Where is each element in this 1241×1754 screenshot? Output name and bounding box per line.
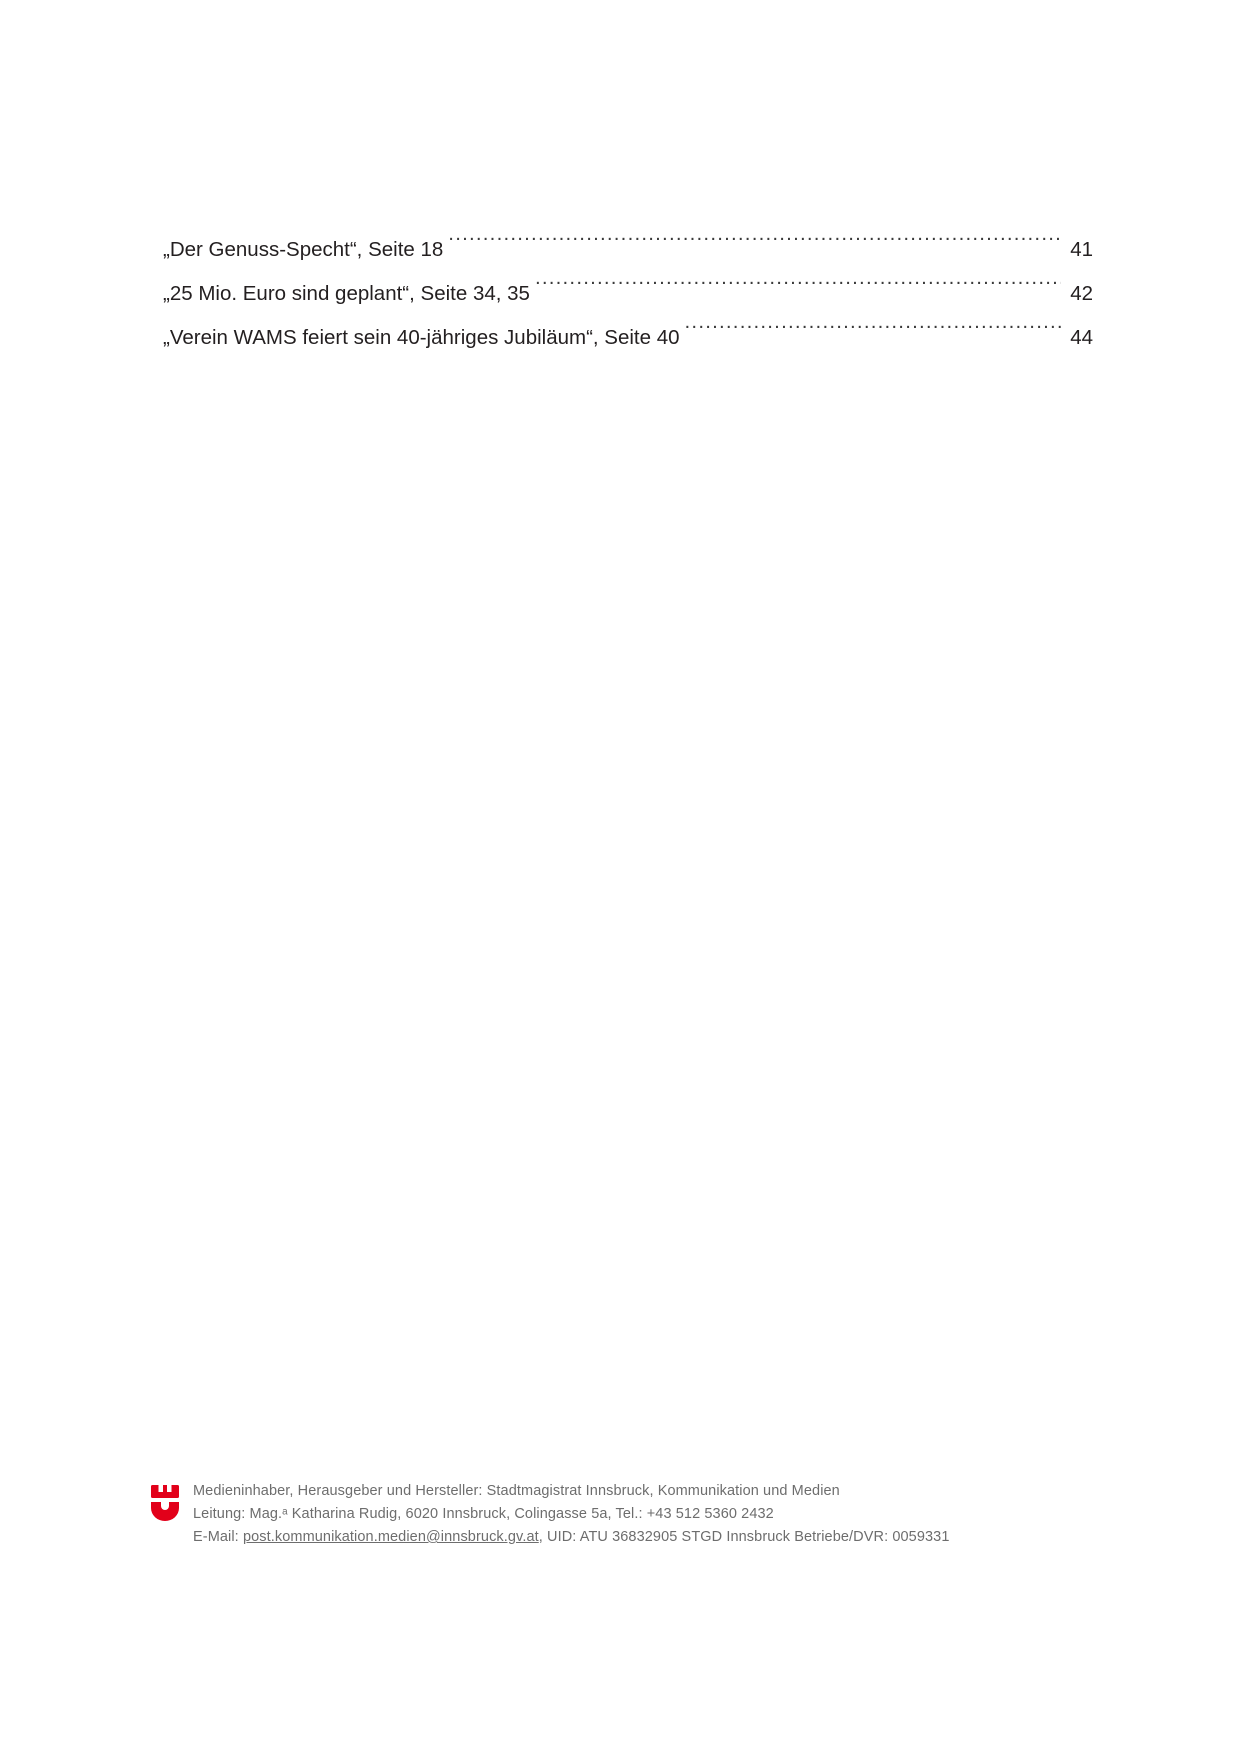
- imprint-text-block: [193, 1480, 1110, 1549]
- toc-entry[interactable]: [163, 272, 1093, 316]
- toc-leader-dots: [535, 280, 1061, 301]
- imprint-email-suffix: , UID: ATU 36832905 STGD Innsbruck Betriebe/DVR: 0059331: [538, 1529, 950, 1545]
- toc-entry-title: „25 Mio. Euro sind geplant“, Seite 34, 35: [163, 282, 530, 305]
- imprint-email-link[interactable]: post.kommunikation.medien@innsbruck.gv.at: [242, 1529, 539, 1545]
- innsbruck-coat-of-arms-icon: [150, 1483, 180, 1521]
- toc-leader-dots: [685, 324, 1061, 345]
- toc-entry-page: 41: [1070, 238, 1093, 261]
- toc-entry-page: 44: [1070, 326, 1093, 349]
- imprint-footer: [150, 1480, 1110, 1549]
- toc-entry[interactable]: [163, 316, 1093, 360]
- toc-leader-dots: [448, 236, 1061, 257]
- imprint-line-publisher: Medieninhaber, Herausgeber und Hersteller: Stadtmagistrat Innsbruck, Kommunikation und Medien: [193, 1483, 840, 1499]
- imprint-line-management: Leitung: Mag.ᵃ Katharina Rudig, 6020 Innsbruck, Colingasse 5a, Tel.: +43 512 5360 2432: [193, 1506, 774, 1522]
- imprint-line-contact: [193, 1526, 1110, 1549]
- toc-entry-title: „Verein WAMS feiert sein 40-jähriges Jubiläum“, Seite 40: [163, 326, 680, 349]
- toc-entry-title: „Der Genuss-Specht“, Seite 18: [163, 238, 444, 261]
- toc-entry-page: 42: [1070, 282, 1093, 305]
- imprint-email-prefix: E-Mail:: [193, 1529, 243, 1545]
- toc-entry[interactable]: [163, 228, 1093, 272]
- table-of-contents: [163, 228, 1093, 360]
